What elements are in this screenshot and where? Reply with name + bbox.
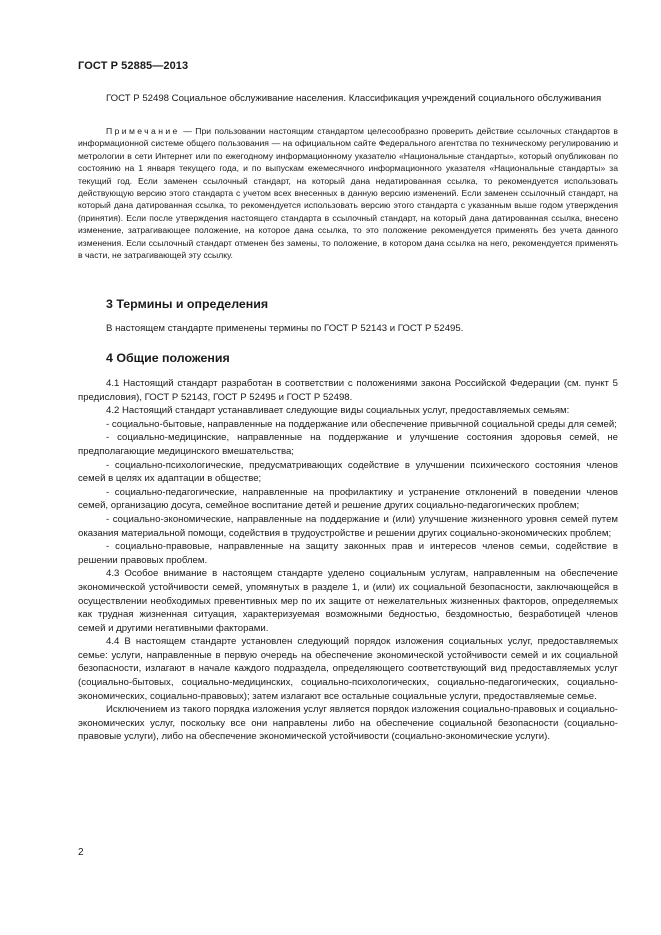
note-label: Примечание — [106, 126, 180, 136]
section-3-heading: 3 Термины и определения — [106, 297, 269, 311]
section-4-heading: 4 Общие положения — [106, 351, 230, 365]
section-3-text: В настоящем стандарте применены термины по ГОСТ Р 52143 и ГОСТ Р 52495. — [106, 323, 464, 334]
paragraph-4-4: 4.4 В настоящем стандарте установлен следующий порядок изложения социальных услуг, предоставляемых семье: услуги, направленные в первую очередь на обеспечение экономической устойчивости семей и их социальной безопасности, излагают в начале каждого подраздела, определяющего соответствующий вид предоставляемых услуг (социально-бытовых, социально-медицинских, социально-психологических, социально-педагогических, социально-экономических, социально-правовых); затем излагают все остальные социальные услуги, предоставляемые семье. — [78, 636, 618, 702]
paragraph-4-2: 4.2 Настоящий стандарт устанавливает следующие виды социальных услуг, предоставляемых семьям: — [106, 405, 570, 417]
note-block — [78, 125, 618, 261]
paragraph-4-1: 4.1 Настоящий стандарт разработан в соответствии с положениями закона Российской Федерации (см. пункт 5 предисловия), ГОСТ Р 52143, ГОСТ Р 52495 и ГОСТ Р 52498. — [78, 378, 618, 403]
list-item-social-legal: - социально-правовые, направленные на защиту законных прав и интересов членов семьи, содействие в решении правовых проблем. — [78, 541, 618, 566]
section-3-body — [78, 322, 618, 336]
note-paragraph — [78, 125, 618, 261]
list-item-social-medical: - социально-медицинские, направленные на поддержание и улучшение состояния здоровья семей, не предполагающие медицинского вмешательства; — [78, 432, 618, 457]
reference-entry — [78, 92, 618, 106]
page-number: 2 — [78, 847, 84, 858]
section-4-body — [78, 377, 618, 744]
list-item-social-household: - социально-бытовые, направленные на поддержание или обеспечение привычной социальной среды для семей; — [106, 418, 617, 430]
list-item-social-pedagogical: - социально-педагогические, направленные на профилактику и устранение отклонений в поведении членов семей, организацию досуга, семейное воспитание детей и решение других социально-педагогических проблем; — [78, 486, 618, 512]
document-header: ГОСТ Р 52885—2013 — [78, 60, 189, 72]
list-item-social-psychological: - социально-психологические, предусматривающих содействие в улучшении психического состояния членов семей в целях их адаптации в обществе; — [78, 459, 618, 485]
note-text: — При пользовании настоящим стандартом целесообразно проверить действие ссылочных стандартов в информационной системе общего пользования — на официальном сайте Федерального агентства по техническому регулированию и метрологии в сети Интернет или по ежегодному информационному указателю «Национальные стандарты», который опубликован по состоянию на 1 января текущего года, и по выпускам ежемесячного информационного указателя «Национальные стандарты» за текущий год. Если заменен ссылочный стандарт, на который дана недатированная ссылка, то рекомендуется использовать действующую версию этого стандарта с учетом всех внесенных в данную версию изменений. Если заменен ссылочный стандарт, на который дана датированная ссылка, то рекомендуется использовать версию этого стандарта с указанным выше годом утверждения (принятия). Если после утверждения настоящего стандарта в ссылочный стандарт, на который дана датированная ссылка, внесено изменение, затрагивающее положение, на которое дана ссылка, то это положение рекомендуется применять без учета данного изменения. Если ссылочный стандарт отменен без замены, то положение, в котором дана ссылка на него, рекомендуется применять в части, не затрагивающей эту ссылку. — [78, 126, 618, 261]
paragraph-exception: Исключением из такого порядка изложения услуг является порядок изложения социально-правовых и социально-экономических услуг, поскольку все они направлены либо на обеспечение социальной безопасности (социально-правовые услуги), либо на обеспечение экономической устойчивости (социально-экономические услуги). — [78, 704, 618, 743]
list-item-social-economic: - социально-экономические, направленные на поддержание и (или) улучшение жизненного уровня семей путем оказания материальной помощи, содействия в трудоустройстве и решении других социально-экономических проблем; — [78, 513, 618, 539]
reference-text: ГОСТ Р 52498 Социальное обслуживание населения. Классификация учреждений социального обслуживания — [106, 93, 602, 104]
paragraph-4-3: 4.3 Особое внимание в настоящем стандарте уделено социальным услугам, направленным на обеспечение экономической устойчивости семей, упомянутых в разделе 1, и (или) их социальной безопасности, заключающейся в осуществлении необходимых превентивных мер по их защите от нежелательных жизненных факторов, определяемых как трудная жизненная ситуация, характеризуемая возможными бедностью, бездомностью, безработицей членов семей и другими негативными факторами. — [78, 568, 618, 634]
